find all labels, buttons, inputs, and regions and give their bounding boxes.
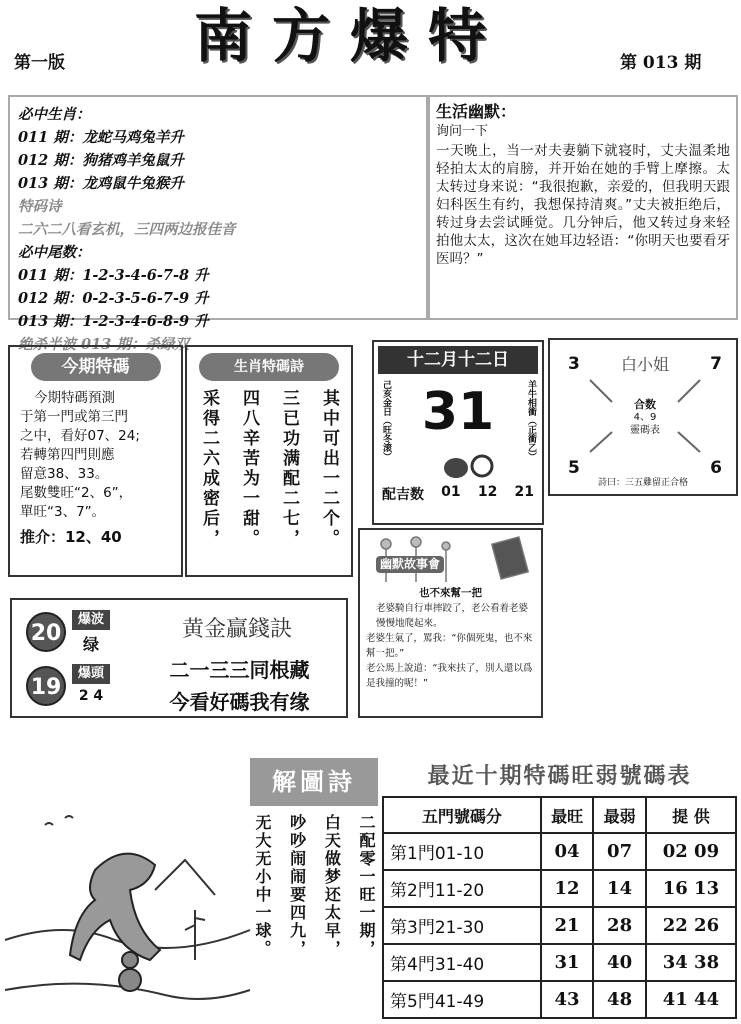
lucky-number: 01 <box>441 484 461 500</box>
this-issue-panel <box>8 345 183 577</box>
edition-label: 第一版 <box>14 53 65 73</box>
golden-title: 黄金贏錢訣 <box>181 617 292 642</box>
head-label: 爆頭 <box>72 664 110 684</box>
table-row <box>383 870 736 907</box>
range-cell: 第2門11-20 <box>383 870 541 907</box>
hot-cell: 43 <box>541 981 594 1018</box>
calendar-left-note: 己亥金日（旺冬滚） <box>381 380 391 461</box>
page-title: 南方爆特 <box>193 2 506 70</box>
zodiac-line: 013 期：龙鸡鼠牛兔猴升 <box>18 175 184 192</box>
tail-line: 011 期：1-2-3-4-6-7-8 升 <box>18 267 209 284</box>
corner-number: 7 <box>710 354 722 374</box>
weak-cell: 14 <box>593 870 646 907</box>
weak-cell: 48 <box>593 981 646 1018</box>
hot-numbers-table <box>382 796 737 1019</box>
zodiac-poem-tag: 生肖特碼詩 <box>199 353 339 381</box>
issue-line: 于第一門或第三門 <box>20 409 128 425</box>
miss-bai-panel <box>548 338 738 496</box>
corner-number: 3 <box>568 354 580 374</box>
riddle-column: 无大无小中一球。 <box>253 814 272 958</box>
kill-line: 绝杀半波 013 期：杀绿双 <box>18 336 189 353</box>
lucky-number: 12 <box>477 484 498 500</box>
humor-panel <box>428 95 738 320</box>
issue-line: 之中，看好07、24; <box>20 428 140 444</box>
hot-cell: 12 <box>541 870 594 907</box>
head-value: 2 4 <box>78 688 104 704</box>
hot-cell: 31 <box>541 944 594 981</box>
zodiac-line: 011 期：龙蛇马鸡兔羊升 <box>18 129 184 146</box>
hot-numbers-panel <box>382 758 737 1020</box>
calendar-date: 十二月十二日 <box>378 346 538 374</box>
golden-panel <box>10 598 348 718</box>
riddle-column: 二配零一旺一期， <box>356 814 376 958</box>
story-line: 老婆生氣了，罵我：“你個死鬼，也不來幫一把。” <box>366 633 533 659</box>
table-row <box>383 981 736 1018</box>
zodiac-heading: 必中生肖： <box>18 106 91 123</box>
corner-number: 5 <box>568 458 580 478</box>
riddle-column: 白天做梦还太早， <box>322 814 342 958</box>
golden-line: 二一三三同根藏 <box>169 658 310 682</box>
table-row <box>383 907 736 944</box>
riddle-column: 吵吵闹闹要四九， <box>287 814 307 958</box>
range-cell: 第4門31-40 <box>383 944 541 981</box>
hot-cell: 21 <box>541 907 594 944</box>
poem-column: 三已功满配二七， <box>279 389 299 549</box>
provide-cell: 16 13 <box>646 870 736 907</box>
story-title: 也不來幫一把 <box>419 587 482 599</box>
poem-column: 四八辛苦为一甜。 <box>239 389 259 549</box>
issue-line: 若轉第四門則應 <box>20 447 115 463</box>
humor-body: 一天晚上，当一对夫妻躺下就寝时，丈夫温柔地轻拍太太的肩膀，并开始在她的手臂上摩擦。太太转过身来说：“我很抱歉，亲爱的，但我明天跟妇科医生有约，我想保持清爽。”丈夫被拒绝后，转过身去尝试睡觉。几分钟后，他又转过身来轻拍他太太，这次在她耳边轻语：“你明天也要看牙医吗？” <box>436 143 730 267</box>
head-number: 19 <box>26 666 66 706</box>
issue-line: 今期特碼預測 <box>34 390 115 406</box>
weak-cell: 40 <box>593 944 646 981</box>
calendar-day: 31 <box>421 382 495 442</box>
corner-number: 6 <box>710 458 722 478</box>
tail-line: 013 期：1-2-3-4-6-8-9 升 <box>18 313 209 330</box>
provide-cell: 34 38 <box>646 944 736 981</box>
tail-line: 012 期：0-2-3-5-6-7-9 升 <box>18 290 209 307</box>
rooster-snake-icon <box>438 452 498 482</box>
provide-cell: 02 09 <box>646 833 736 870</box>
issue-line: 尾數雙旺“2、6”， <box>20 485 133 501</box>
table-header: 五門號碼分 <box>383 797 541 833</box>
range-cell: 第1門01-10 <box>383 833 541 870</box>
riddle-poem-title: 解圖詩 <box>250 758 378 806</box>
tail-heading: 必中尾数： <box>18 244 91 261</box>
sum-label: 合数 <box>634 398 656 411</box>
poem-column: 其中可出一二个。 <box>319 389 339 549</box>
riddle-poem-panel <box>250 758 378 1020</box>
story-line: 老公馬上說道：“我來扶了，別人還以爲是我撞的呢！” <box>366 663 533 689</box>
provide-cell: 22 26 <box>646 907 736 944</box>
zodiac-line: 012 期：狗猪鸡羊兔鼠升 <box>18 152 184 169</box>
table-row <box>383 944 736 981</box>
wave-label: 爆波 <box>72 610 110 630</box>
issue-line: 單旺“3、7”。 <box>20 504 106 520</box>
prediction-panel <box>8 95 428 353</box>
range-cell: 第5門41-49 <box>383 981 541 1018</box>
lucky-number-label: 配吉数 <box>382 487 424 503</box>
special-poem-label: 特码诗 <box>18 198 62 215</box>
table-header: 最旺 <box>541 797 594 833</box>
poem-column: 采得二六成密后， <box>199 389 219 549</box>
special-poem: 二六二八看玄机，三四两边报佳音 <box>18 221 236 238</box>
dinosaur-illustration-icon <box>5 800 250 1015</box>
this-issue-tag: 今期特碼 <box>31 353 161 381</box>
recommend-line: 推介：12、40 <box>20 528 122 546</box>
zodiac-poem-panel <box>185 345 353 577</box>
provide-cell: 41 44 <box>646 981 736 1018</box>
table-header: 最弱 <box>593 797 646 833</box>
golden-line: 今看好碼我有缘 <box>169 690 310 714</box>
hot-cell: 04 <box>541 833 594 870</box>
issue-line: 留意38、33。 <box>20 466 109 482</box>
miss-bai-poem: 詩曰：三五雞留正合格 <box>597 478 688 488</box>
sum-numbers: 4、9 <box>633 412 657 423</box>
miss-bai-name: 白小姐 <box>620 355 669 374</box>
wave-number: 20 <box>26 612 66 652</box>
weak-cell: 28 <box>593 907 646 944</box>
issue-number: 第 013 期 <box>620 53 702 73</box>
humor-heading: 生活幽默： <box>436 102 517 121</box>
weak-cell: 07 <box>593 833 646 870</box>
story-panel <box>358 528 543 718</box>
table-row <box>383 833 736 870</box>
sum-note: 靈碼表 <box>630 425 660 436</box>
table-header: 提 供 <box>646 797 736 833</box>
humor-subtitle: 询问一下 <box>436 124 489 139</box>
calendar-panel <box>372 340 544 525</box>
hot-table-title: 最近十期特碼旺弱號碼表 <box>427 764 692 789</box>
wave-value: 绿 <box>82 635 99 654</box>
calendar-right-note: 羊牛相衝（正衝乙） <box>526 380 536 461</box>
lucky-number: 21 <box>514 484 534 500</box>
story-banner: 幽默故事會 <box>376 556 444 573</box>
range-cell: 第3門21-30 <box>383 907 541 944</box>
story-line: 老婆騎自行車摔跤了，老公看着老婆慢慢地爬起來。 <box>376 603 529 629</box>
